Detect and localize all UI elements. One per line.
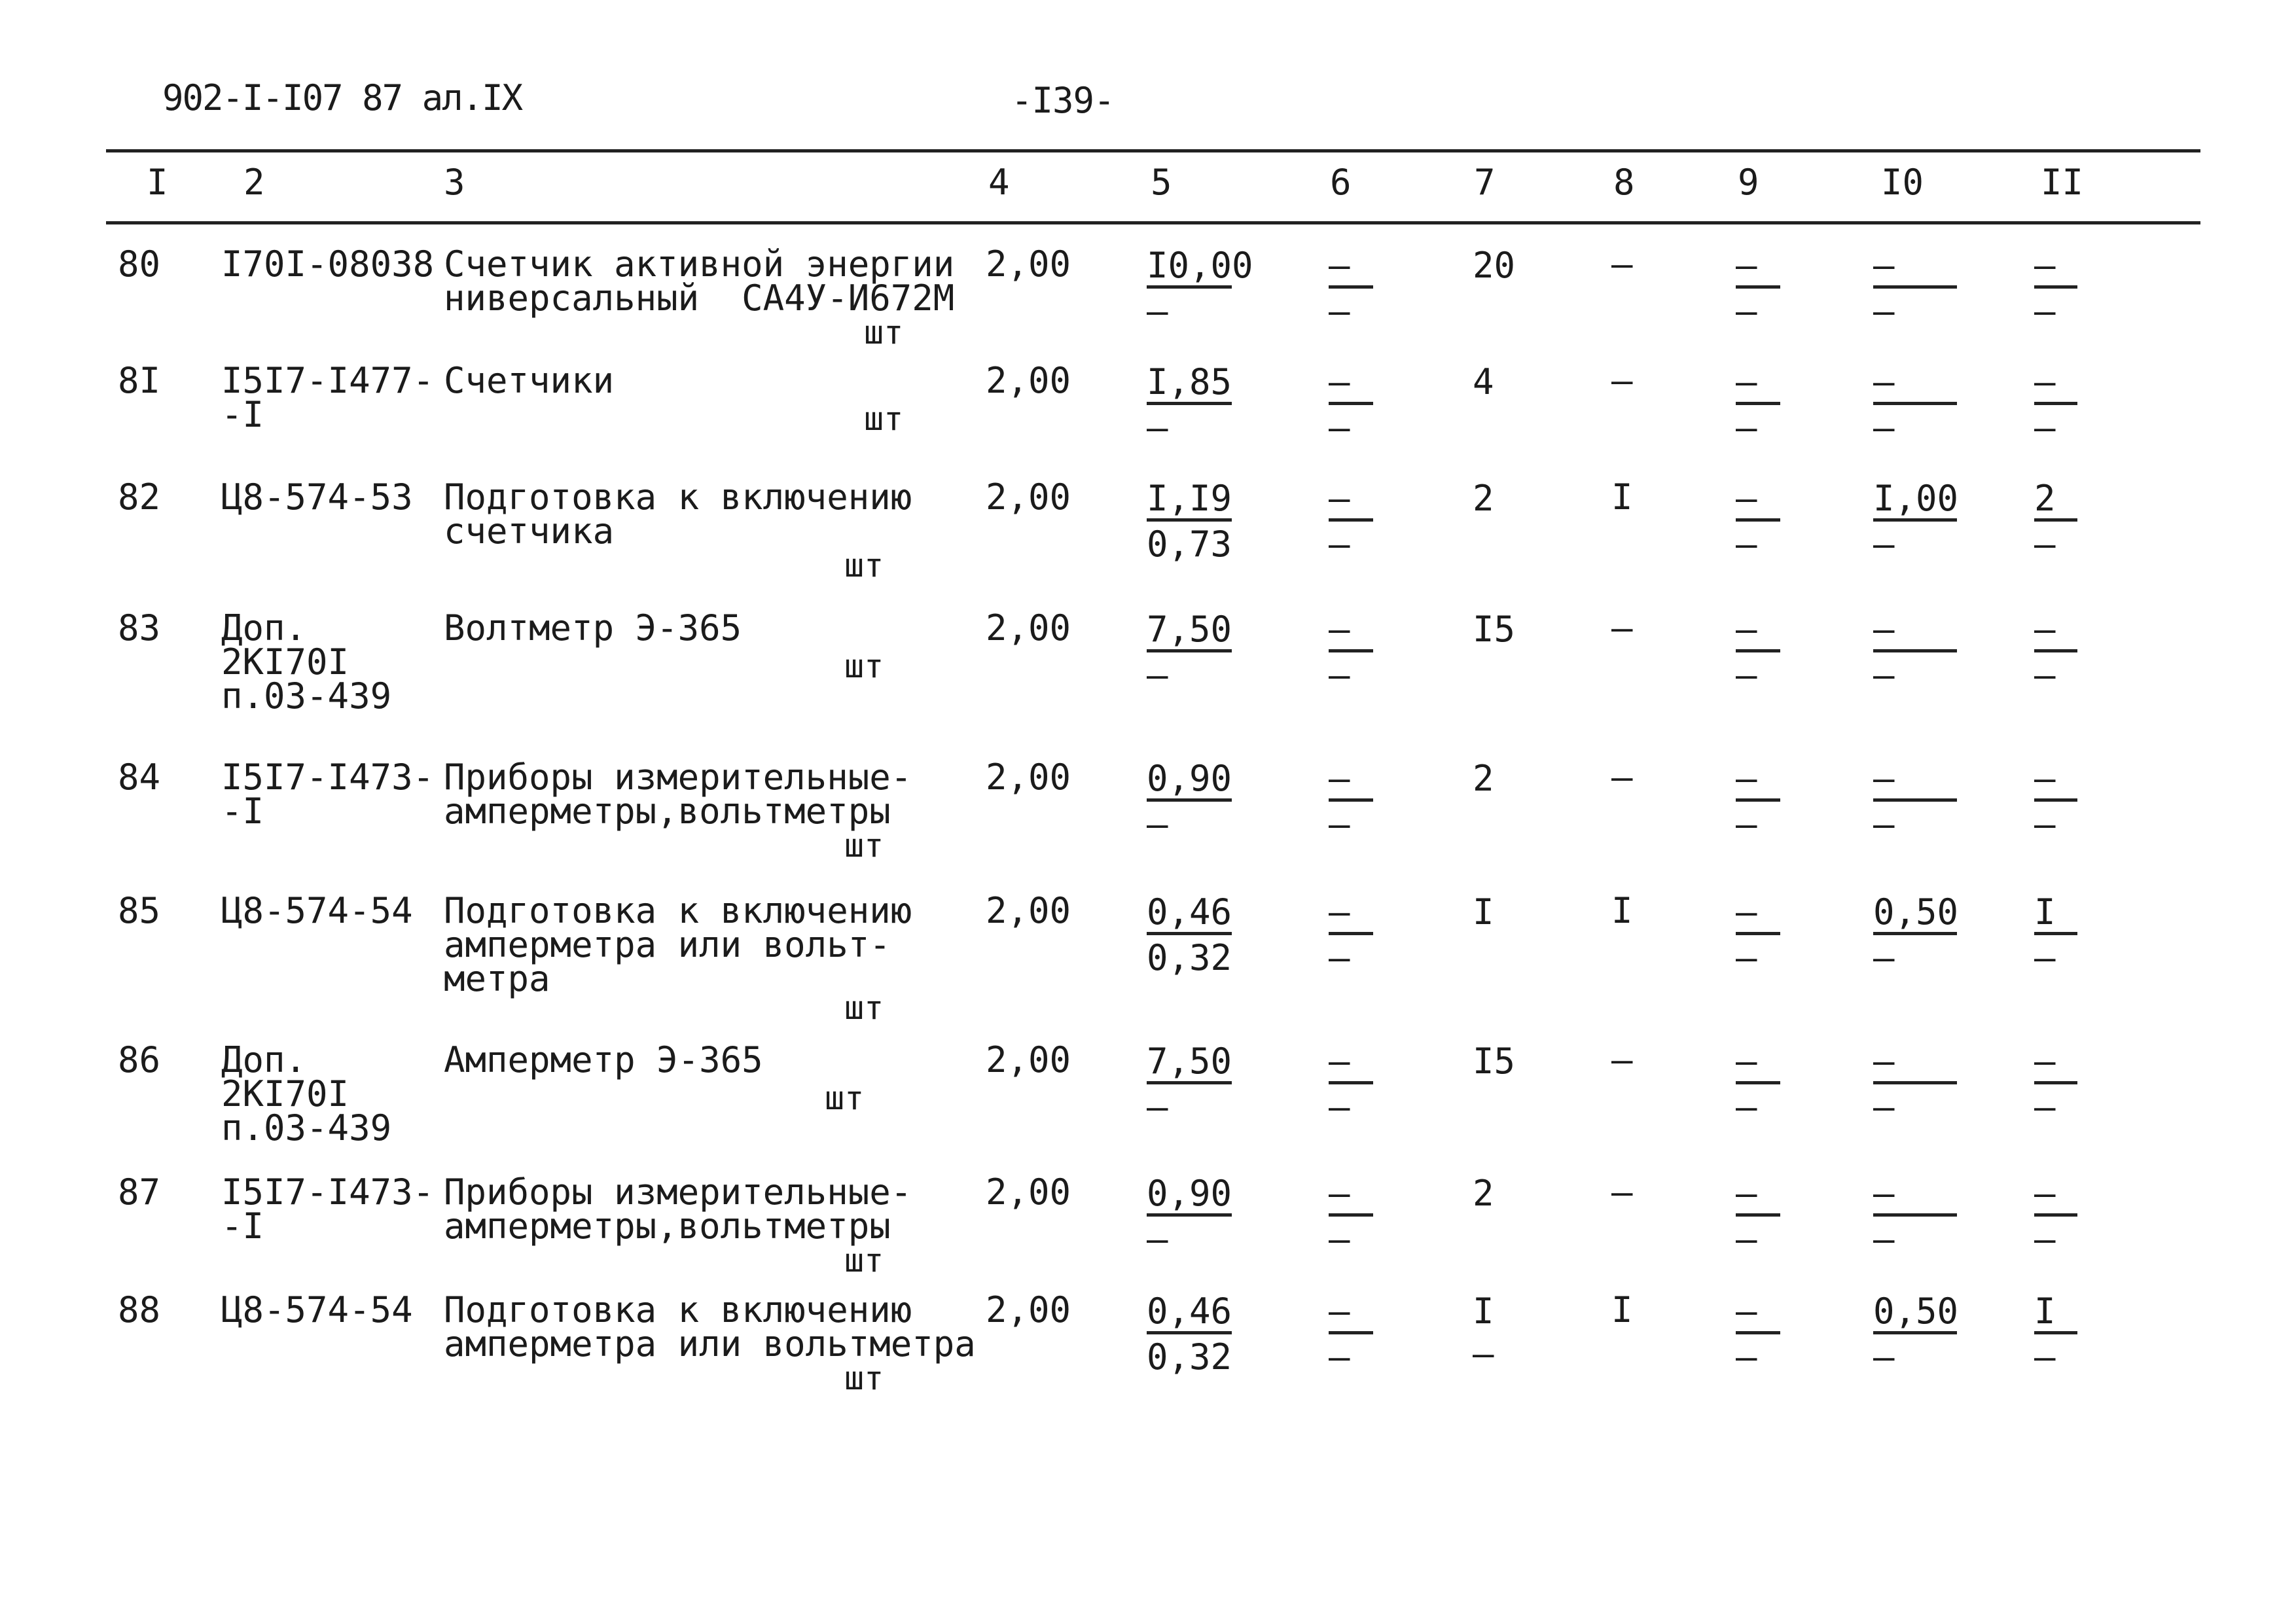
work-description: Счетчики [444, 360, 615, 401]
fraction-cell-c9 [1736, 760, 1788, 845]
fraction-bottom: – [1873, 291, 1895, 332]
fraction-cell-c9 [1736, 891, 1788, 978]
fraction-top: 0,90 [1147, 1175, 1232, 1217]
work-description: Приборы измерительные- амперметры,вольтметры [444, 1171, 912, 1247]
fraction-cell-c6 [1329, 1043, 1381, 1128]
column-8-value: – [1611, 1039, 1633, 1080]
rate-code: Ц8-574-54 [221, 1289, 413, 1330]
fraction-top: – [1736, 1293, 1780, 1334]
fraction-cell-c6 [1329, 480, 1381, 565]
fraction-cell-c11 [2034, 1043, 2087, 1128]
fraction-bottom: – [1873, 1336, 1895, 1378]
column-header-10: I0 [1881, 162, 1924, 203]
fraction-cell-c11 [2034, 611, 2087, 696]
fraction-bottom: – [1329, 1336, 1350, 1378]
fraction-bottom: – [1147, 804, 1168, 845]
fraction-cell-c6 [1329, 247, 1381, 332]
fraction-cell-c7 [1473, 247, 1525, 288]
fraction-cell-c5 [1147, 1043, 1245, 1128]
fraction-top: I [2034, 1293, 2077, 1334]
fraction-top: – [1873, 1175, 1957, 1217]
rate-code: I5I7-I473- -I [221, 757, 435, 832]
rate-code: Ц8-574-54 [221, 890, 413, 931]
work-description: Приборы измерительные- амперметры,вольтметры [444, 757, 912, 832]
fraction-cell-c9 [1736, 361, 1788, 448]
fraction-top: – [1736, 247, 1780, 289]
fraction-cell-c5 [1147, 480, 1245, 565]
table-row [0, 243, 2296, 359]
quantity: 2,00 [986, 1171, 1071, 1213]
fraction-bottom: – [1736, 1336, 1757, 1378]
fraction-top: – [2034, 364, 2077, 405]
fraction-top: – [1736, 1043, 1780, 1084]
fraction-bottom: – [1329, 1219, 1350, 1260]
fraction-top: – [2034, 247, 2077, 289]
fraction-bottom: – [1736, 937, 1757, 978]
fraction-top: – [1873, 611, 1957, 652]
fraction-cell-c6 [1329, 1293, 1381, 1378]
fraction-cell-c5 [1147, 361, 1245, 448]
fraction-top: – [1736, 894, 1780, 935]
fraction-cell-c9 [1736, 247, 1788, 332]
fraction-top: 0,46 [1147, 1293, 1232, 1334]
fraction-cell-c7 [1473, 480, 1525, 521]
fraction-bottom: – [1147, 407, 1168, 448]
fraction-bottom: – [1736, 291, 1757, 332]
fraction-cell-c10 [1873, 247, 1965, 332]
fraction-top: I,85 [1147, 364, 1232, 405]
fraction-top: 2 [2034, 480, 2077, 522]
unit-of-measure: шт [844, 647, 884, 685]
row-number: 83 [118, 607, 161, 649]
fraction-bottom: – [2034, 804, 2056, 845]
column-8-value: I [1611, 1289, 1633, 1330]
fraction-bottom: 0,32 [1147, 937, 1232, 978]
fraction-cell-c5 [1147, 1293, 1245, 1378]
fraction-bottom: – [1873, 407, 1895, 448]
fraction-top: I,00 [1873, 480, 1957, 522]
table-row [0, 607, 2296, 722]
fraction-top: I [1473, 891, 1494, 933]
fraction-bottom: – [1329, 937, 1350, 978]
fraction-cell-c6 [1329, 891, 1381, 978]
fraction-top: 2 [1473, 758, 1494, 799]
fraction-cell-c10 [1873, 760, 1965, 845]
fraction-cell-c7 [1473, 1293, 1525, 1374]
fraction-bottom: – [2034, 524, 2056, 565]
fraction-top: – [1736, 611, 1780, 652]
fraction-top: 0,50 [1873, 1293, 1957, 1334]
fraction-cell-c7 [1473, 760, 1525, 801]
fraction-top: – [2034, 1043, 2077, 1084]
unit-of-measure: шт [844, 1359, 884, 1397]
fraction-cell-c9 [1736, 611, 1788, 696]
fraction-top: – [1329, 1293, 1373, 1334]
fraction-bottom: – [2034, 937, 2056, 978]
work-description: Подготовка к включению счетчика [444, 476, 912, 552]
fraction-bottom: – [1873, 654, 1895, 696]
fraction-bottom: – [2034, 407, 2056, 448]
fraction-top: – [2034, 760, 2077, 802]
table-row [0, 757, 2296, 872]
fraction-bottom: – [1736, 804, 1757, 845]
unit-of-measure: шт [844, 827, 884, 865]
fraction-top: – [2034, 1175, 2077, 1217]
fraction-bottom: 0,32 [1147, 1336, 1232, 1378]
work-description: Волтметр Э-365 [444, 607, 742, 649]
column-header-2: 2 [243, 162, 265, 203]
fraction-top: I5 [1473, 1041, 1516, 1082]
fraction-bottom: – [1873, 937, 1895, 978]
column-8-value: I [1611, 476, 1633, 518]
rate-code: I5I7-I477- -I [221, 360, 435, 435]
fraction-cell-c10 [1873, 1175, 1965, 1260]
unit-of-measure: шт [864, 313, 904, 351]
fraction-cell-c7 [1473, 611, 1525, 652]
fraction-bottom: – [2034, 654, 2056, 696]
fraction-top: I5 [1473, 609, 1516, 650]
fraction-cell-c10 [1873, 1043, 1965, 1128]
fraction-bottom: – [1873, 524, 1895, 565]
fraction-bottom: – [1329, 407, 1350, 448]
column-header-8: 8 [1613, 162, 1635, 203]
column-header-4: 4 [988, 162, 1010, 203]
rate-code: Доп. 2КI70I п.03-439 [221, 1039, 392, 1149]
fraction-top: I [1473, 1291, 1494, 1332]
row-number: 80 [118, 243, 161, 285]
column-header-3: 3 [444, 162, 465, 203]
fraction-top: – [1329, 894, 1373, 935]
fraction-top: – [1329, 480, 1373, 522]
fraction-top: 0,46 [1147, 894, 1232, 935]
column-header-1: I [147, 162, 168, 203]
table-row [0, 1171, 2296, 1287]
fraction-cell-c10 [1873, 1293, 1965, 1378]
fraction-top: 20 [1473, 245, 1516, 286]
fraction-bottom: – [2034, 1086, 2056, 1128]
table-row [0, 1289, 2296, 1404]
work-description: Амперметр Э-365 [444, 1039, 763, 1080]
fraction-bottom: – [1147, 291, 1168, 332]
fraction-cell-c11 [2034, 1175, 2087, 1260]
column-8-value: – [1611, 243, 1633, 285]
fraction-top: 7,50 [1147, 611, 1232, 652]
fraction-top: – [1329, 247, 1373, 289]
fraction-bottom: – [1147, 654, 1168, 696]
row-number: 82 [118, 476, 161, 518]
row-number: 84 [118, 757, 161, 798]
fraction-top: I0,00 [1147, 247, 1232, 289]
row-number: 8I [118, 360, 161, 401]
fraction-top: – [1873, 247, 1957, 289]
fraction-bottom: – [2034, 1336, 2056, 1378]
quantity: 2,00 [986, 360, 1071, 401]
fraction-bottom: – [1736, 1219, 1757, 1260]
rate-code: I70I-08038 [221, 243, 435, 285]
quantity: 2,00 [986, 243, 1071, 285]
fraction-cell-c5 [1147, 760, 1245, 845]
row-number: 88 [118, 1289, 161, 1330]
work-description: Подготовка к включению амперметра или вольтметра [444, 1289, 976, 1364]
fraction-cell-c5 [1147, 891, 1245, 978]
fraction-cell-c11 [2034, 760, 2087, 845]
unit-of-measure: шт [864, 400, 904, 438]
fraction-top: – [1873, 1043, 1957, 1084]
fraction-top: – [1329, 611, 1373, 652]
fraction-top: – [1329, 364, 1373, 405]
table-row [0, 1039, 2296, 1154]
fraction-cell-c9 [1736, 1043, 1788, 1128]
fraction-cell-c5 [1147, 245, 1253, 332]
fraction-top: – [1736, 1175, 1780, 1217]
table-row [0, 476, 2296, 592]
page-number: -I39- [1011, 80, 1115, 121]
fraction-bottom: – [1329, 804, 1350, 845]
fraction-bottom: – [2034, 1219, 2056, 1260]
fraction-bottom: – [1736, 407, 1757, 448]
column-8-value: – [1611, 757, 1633, 798]
fraction-top: – [1736, 364, 1780, 405]
row-number: 86 [118, 1039, 161, 1080]
fraction-bottom: 0,73 [1147, 524, 1232, 565]
fraction-top: – [1873, 364, 1957, 405]
quantity: 2,00 [986, 757, 1071, 798]
table-row [0, 890, 2296, 1027]
rate-code: Ц8-574-53 [221, 476, 413, 518]
fraction-bottom: – [1473, 1333, 1494, 1374]
fraction-cell-c11 [2034, 480, 2087, 565]
unit-of-measure: шт [844, 989, 884, 1027]
fraction-top: 2 [1473, 1173, 1494, 1214]
fraction-bottom: – [1736, 524, 1757, 565]
fraction-cell-c6 [1329, 361, 1381, 448]
fraction-cell-c10 [1873, 611, 1965, 696]
fraction-bottom: – [1147, 1086, 1168, 1128]
fraction-cell-c11 [2034, 891, 2087, 978]
fraction-bottom: – [2034, 291, 2056, 332]
fraction-cell-c7 [1473, 891, 1525, 935]
fraction-cell-c11 [2034, 361, 2087, 448]
fraction-top: 4 [1473, 361, 1494, 402]
fraction-cell-c10 [1873, 361, 1965, 448]
fraction-cell-c5 [1147, 1175, 1245, 1260]
fraction-cell-c7 [1473, 1175, 1525, 1216]
row-number: 87 [118, 1171, 161, 1213]
fraction-bottom: – [1147, 1219, 1168, 1260]
fraction-bottom: – [1873, 804, 1895, 845]
fraction-top: – [1329, 1043, 1373, 1084]
fraction-cell-c7 [1473, 361, 1525, 404]
fraction-top: 0,90 [1147, 760, 1232, 802]
fraction-cell-c11 [2034, 1293, 2087, 1378]
fraction-bottom: – [1329, 654, 1350, 696]
fraction-bottom: – [1329, 291, 1350, 332]
row-number: 85 [118, 890, 161, 931]
fraction-cell-c5 [1147, 611, 1245, 696]
quantity: 2,00 [986, 890, 1071, 931]
fraction-cell-c6 [1329, 760, 1381, 845]
column-header-6: 6 [1330, 162, 1352, 203]
quantity: 2,00 [986, 607, 1071, 649]
fraction-top: – [2034, 611, 2077, 652]
fraction-bottom: – [1329, 1086, 1350, 1128]
fraction-top: – [1736, 480, 1780, 522]
unit-of-measure: шт [844, 546, 884, 584]
fraction-bottom: – [1873, 1086, 1895, 1128]
column-header-11: II [2041, 162, 2084, 203]
fraction-bottom: – [1873, 1219, 1895, 1260]
fraction-top: I [2034, 894, 2077, 935]
fraction-top: – [1329, 1175, 1373, 1217]
column-8-value: I [1611, 890, 1633, 931]
fraction-cell-c7 [1473, 1043, 1525, 1084]
unit-of-measure: шт [825, 1079, 865, 1117]
fraction-top: – [1736, 760, 1780, 802]
fraction-bottom: – [1329, 524, 1350, 565]
fraction-top: I,I9 [1147, 480, 1232, 522]
fraction-top: 0,50 [1873, 894, 1957, 935]
fraction-cell-c10 [1873, 480, 1965, 565]
rate-code: I5I7-I473- -I [221, 1171, 435, 1247]
table-row [0, 360, 2296, 475]
work-description: Счетчик активной энергии ниверсальный СА4У-И672М [444, 243, 955, 319]
quantity: 2,00 [986, 476, 1071, 518]
fraction-top: – [1873, 760, 1957, 802]
column-8-value: – [1611, 607, 1633, 649]
rate-code: Доп. 2КI70I п.03-439 [221, 607, 392, 717]
quantity: 2,00 [986, 1289, 1071, 1330]
fraction-top: 7,50 [1147, 1043, 1232, 1084]
fraction-top: – [1329, 760, 1373, 802]
unit-of-measure: шт [844, 1241, 884, 1279]
column-header-9: 9 [1738, 162, 1759, 203]
fraction-bottom: – [1736, 1086, 1757, 1128]
column-header-5: 5 [1151, 162, 1172, 203]
document-code: 902-I-I07 87 ал.IX [162, 77, 522, 118]
quantity: 2,00 [986, 1039, 1071, 1080]
fraction-cell-c10 [1873, 891, 1965, 978]
column-header-7: 7 [1474, 162, 1496, 203]
fraction-top: 2 [1473, 478, 1494, 519]
fraction-cell-c9 [1736, 1293, 1788, 1378]
fraction-cell-c9 [1736, 1175, 1788, 1260]
column-8-value: – [1611, 1171, 1633, 1213]
column-8-value: – [1611, 360, 1633, 401]
fraction-bottom: – [1736, 654, 1757, 696]
fraction-cell-c6 [1329, 611, 1381, 696]
fraction-cell-c11 [2034, 247, 2087, 332]
fraction-cell-c6 [1329, 1175, 1381, 1260]
work-description: Подготовка к включению амперметра или вольт- метра [444, 890, 912, 999]
fraction-cell-c9 [1736, 480, 1788, 565]
